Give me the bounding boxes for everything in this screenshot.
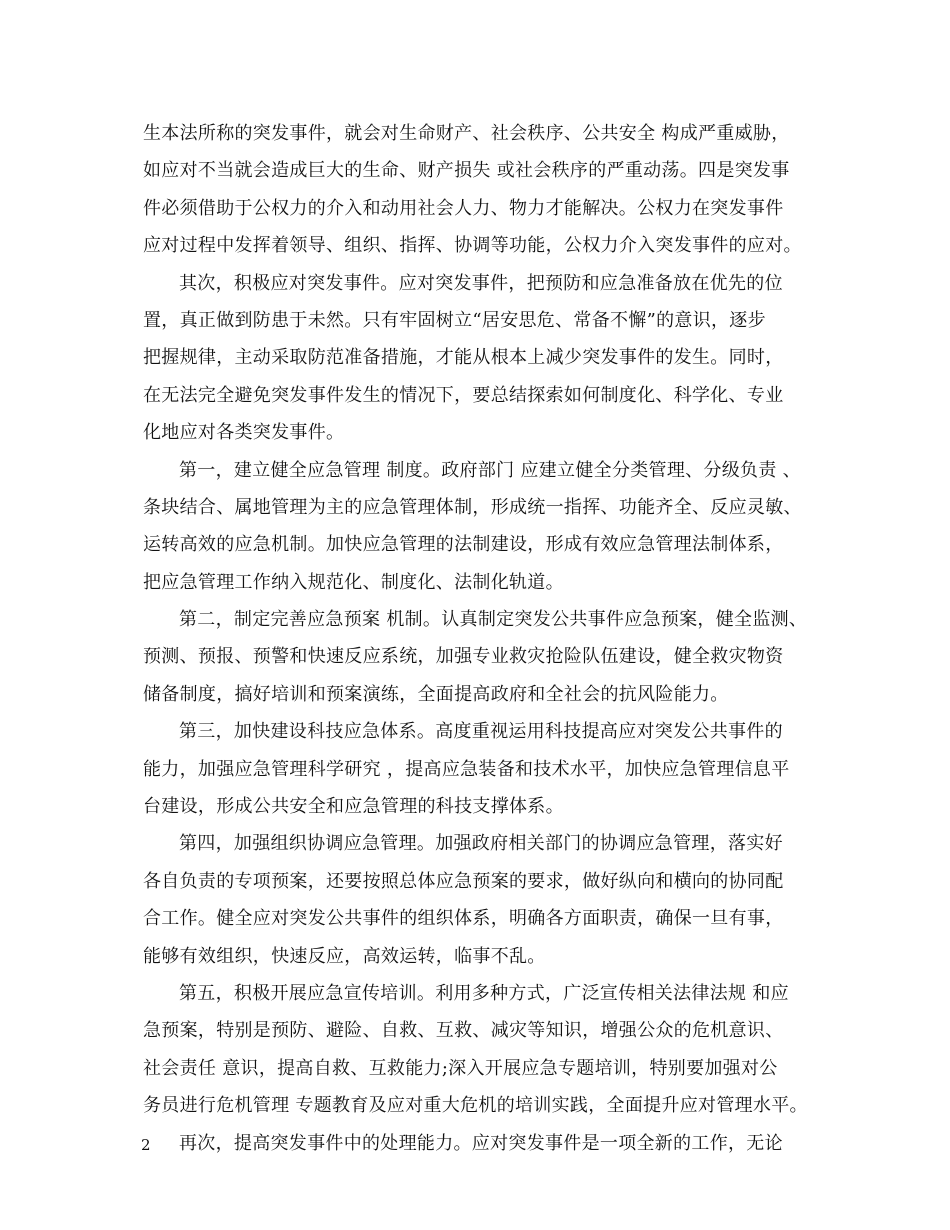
text-line: 各自负责的专项预案，还要按照总体应急预案的要求，做好纵向和横向的协同配 xyxy=(143,870,784,892)
text-line: 社会责任 意识，提高自救、互救能力;深入开展应急专题培训，特别要加强对公 xyxy=(143,1057,778,1079)
text-line: 在无法完全避免突发事件发生的情况下，要总结探索如何制度化、科学化、专业 xyxy=(143,384,784,406)
document-body xyxy=(143,115,823,1162)
text-line: 能力，加强应急管理科学研究 ，提高应急装备和技术水平，加快应急管理信息平 xyxy=(143,758,790,780)
paragraph-start-line: 第一，建立健全应急管理 制度。政府部门 应建立健全分类管理、分级负责 、 xyxy=(179,459,801,481)
text-line: 化地应对各类突发事件。 xyxy=(143,422,345,444)
text-line: 务员进行危机管理 专题教育及应对重大危机的培训实践，全面提升应对管理水平。 xyxy=(143,1095,808,1117)
paragraph-start-line: 第三，加快建设科技应急体系。高度重视运用科技提高应对突发公共事件的 xyxy=(179,721,783,743)
text-line: 急预案，特别是预防、避险、自救、互救、减灾等知识，增强公众的危机意识、 xyxy=(143,1020,784,1042)
text-line: 条块结合、属地管理为主的应急管理体制，形成统一指挥、功能齐全、反应灵敏、 xyxy=(143,496,802,518)
text-line: 储备制度，搞好培训和预案演练，全面提高政府和全社会的抗风险能力。 xyxy=(143,683,729,705)
text-line: 把应急管理工作纳入规范化、制度化、法制化轨道。 xyxy=(143,571,564,593)
text-line: 应对过程中发挥着领导、组织、指挥、协调等功能，公权力介入突发事件的应对。 xyxy=(143,235,802,257)
paragraph-start-line: 其次，积极应对突发事件。应对突发事件，把预防和应急准备放在优先的位 xyxy=(179,272,783,294)
text-line: 合工作。健全应对突发公共事件的组织体系，明确各方面职责，确保一旦有事， xyxy=(143,908,784,930)
text-line: 件必须借助于公权力的介入和动用社会人力、物力才能解决。公权力在突发事件 xyxy=(143,197,784,219)
paragraph-start-line: 再次，提高突发事件中的处理能力。应对突发事件是一项全新的工作，无论 xyxy=(179,1132,783,1154)
paragraph-start-line: 第五，积极开展应急宣传培训。利用多种方式，广泛宣传相关法律法规 和应 xyxy=(179,982,789,1004)
text-line: 台建设，形成公共安全和应急管理的科技支撑体系。 xyxy=(143,796,564,818)
text-line: 如应对不当就会造成巨大的生命、财产损失 或社会秩序的严重动荡。四是突发事 xyxy=(143,160,790,182)
text-line: 置，真正做到防患于未然。只有牢固树立“居安思危、常备不懈”的意识，逐步 xyxy=(143,309,766,331)
paragraph-start-line: 第二，制定完善应急预案 机制。认真制定突发公共事件应急预案，健全监测、 xyxy=(179,609,808,631)
text-line: 能够有效组织，快速反应，高效运转，临事不乱。 xyxy=(143,945,546,967)
page-number: 2 xyxy=(141,1136,151,1154)
text-line: 预测、预报、预警和快速反应系统，加强专业救灾抢险队伍建设，健全救灾物资 xyxy=(143,646,784,668)
paragraph-start-line: 第四，加强组织协调应急管理。加强政府相关部门的协调应急管理，落实好 xyxy=(179,833,783,855)
text-line: 生本法所称的突发事件，就会对生命财产、社会秩序、公共安全 构成严重威胁， xyxy=(143,123,790,144)
text-line: 运转高效的应急机制。加快应急管理的法制建设，形成有效应急管理法制体系， xyxy=(143,534,784,556)
text-line: 把握规律，主动采取防范准备措施，才能从根本上减少突发事件的发生。同时， xyxy=(143,347,784,369)
